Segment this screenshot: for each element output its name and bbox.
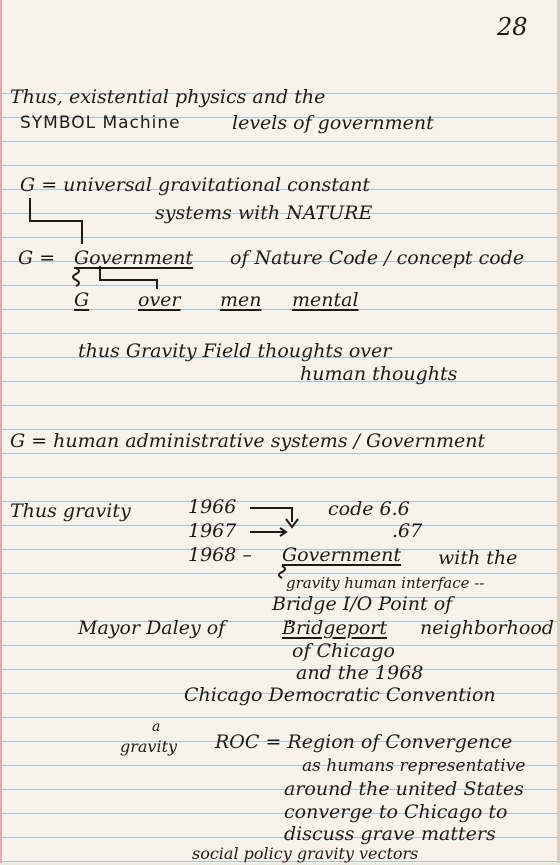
note-a: a <box>152 719 161 735</box>
line-social-policy-gravity-vectors: social policy gravity vectors <box>192 844 419 863</box>
squiggle-mark-1 <box>73 268 79 286</box>
word-over: over <box>138 289 181 311</box>
bracket-g-to-government <box>30 198 82 244</box>
word-men: men <box>220 289 262 311</box>
word-government-1968: Government <box>282 544 402 566</box>
line-converge-to-chicago: converge to Chicago to <box>284 801 508 823</box>
squiggle-mark-2 <box>279 566 285 578</box>
line-thus-gravity: Thus gravity <box>10 500 131 522</box>
year-1967: 1967 <box>188 520 237 542</box>
line-levels-of-government: levels of government <box>232 112 434 134</box>
line-gravity-field-thoughts: thus Gravity Field thoughts over <box>78 340 392 362</box>
word-mental: mental <box>292 289 359 311</box>
line-gravity-human-interface: gravity human interface -- <box>286 574 485 592</box>
page-number: 28 <box>497 13 528 41</box>
line-nature-code: of Nature Code / concept code <box>230 247 525 269</box>
word-gravity-roc: gravity <box>120 737 178 756</box>
line-and-the-1968: and the 1968 <box>296 662 424 684</box>
line-systems-with-nature: systems with NATURE <box>155 202 373 224</box>
line-roc-region: ROC = Region of Convergence <box>215 731 513 753</box>
line-g-equals: G = <box>18 247 56 269</box>
line-bridge-io-point: Bridge I/O Point of <box>272 593 453 615</box>
year-1968: 1968 – <box>188 544 252 566</box>
code-67: .67 <box>392 520 423 542</box>
line-of-chicago: of Chicago <box>292 640 395 662</box>
line-government-word: Government <box>74 247 194 269</box>
word-bridgeport: Bridgeport <box>282 617 388 639</box>
line-around-united-states: around the united States <box>284 778 524 800</box>
year-1966: 1966 <box>188 496 237 518</box>
line-g-human-administrative: G = human administrative systems / Government <box>10 430 486 452</box>
line-symbol-machine: SYMBOL Machine <box>20 113 181 133</box>
word-g: G <box>74 289 90 311</box>
line-chicago-democratic-convention: Chicago Democratic Convention <box>184 684 496 706</box>
bracket-government-to-over <box>100 266 157 289</box>
line-existential-physics: Thus, existential physics and the <box>10 86 326 108</box>
line-mayor-daley: Mayor Daley of <box>78 617 226 639</box>
line-g-universal-constant: G = universal gravitational constant <box>20 174 371 196</box>
line-human-thoughts: human thoughts <box>300 363 458 385</box>
word-neighborhood: neighborhood <box>420 617 554 639</box>
line-humans-representative: as humans representative <box>302 756 526 776</box>
line-discuss-grave-matters: discuss grave matters <box>284 823 496 845</box>
code-6-6: code 6.6 <box>328 498 410 520</box>
line-with-the: with the <box>438 547 518 569</box>
